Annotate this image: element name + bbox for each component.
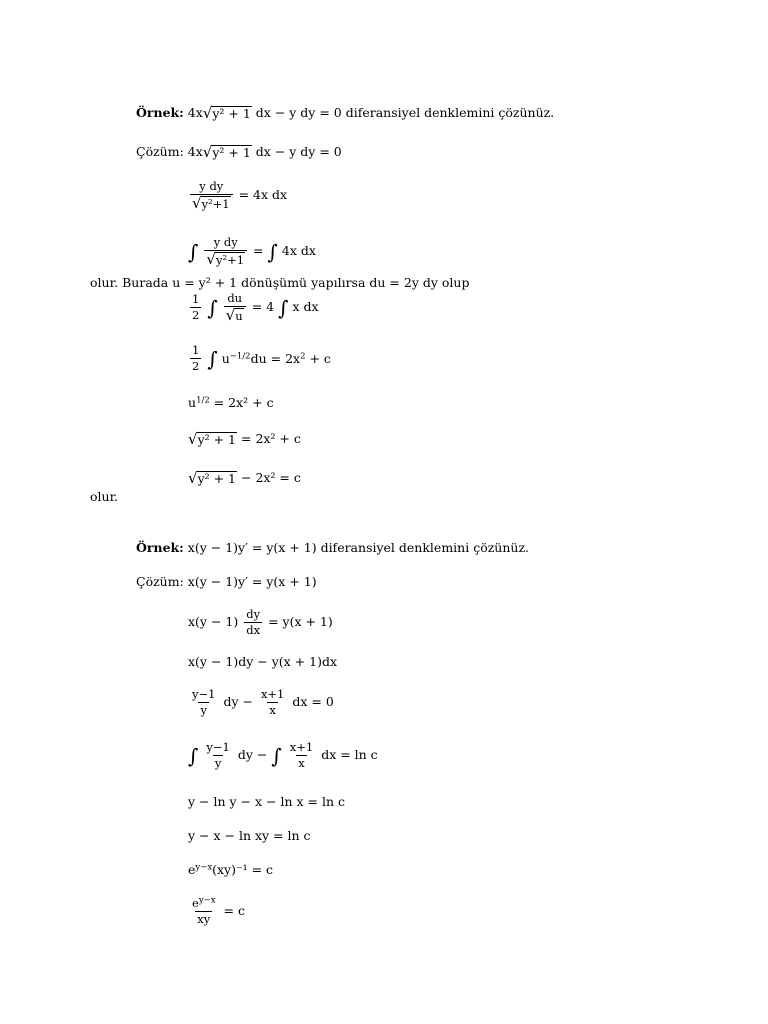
equation: (xy)⁻¹ = c [212,862,274,877]
equation: e [188,862,196,877]
square-root: √ y²+1 [206,250,245,268]
equation: dy − [223,694,253,709]
numerator: du [227,291,243,305]
example1-heading [136,106,554,121]
denominator: x [269,703,276,717]
equation: x(y − 1)y′ = y(x + 1) [187,540,317,555]
example1-step6 [188,432,301,447]
exponent: y−x [198,895,216,906]
integral-sign: ∫ [278,295,289,320]
equation: = 2x² + c [213,395,274,410]
equation: x(y − 1)dy − y(x + 1)dx [188,654,338,669]
square-root: √ y² + 1 [202,143,251,161]
example2-step3 [188,688,334,717]
fraction [259,688,286,717]
numerator: 1 [192,292,200,306]
equation: = 4 [251,299,275,314]
numerator: dy [246,607,261,621]
equation: u [188,395,197,410]
numerator: y−1 [206,740,230,754]
fraction [244,608,262,637]
numerator: y dy [213,235,238,249]
heading-text: diferansiyel denklemini çözünüz. [345,105,555,120]
fraction [190,180,233,211]
equation: x(y − 1) [188,614,239,629]
equation: y − ln y − x − ln x = ln c [188,794,345,809]
fraction [204,236,247,267]
equation: x(y − 1)y′ = y(x + 1) [187,574,317,589]
denominator: y [200,703,207,717]
numerator: 1 [192,343,200,357]
example1-substitution [90,276,469,290]
fraction [204,741,231,770]
denominator: 2 [192,308,200,322]
numerator: y dy [199,179,224,193]
equals-sign: = [253,243,264,258]
solution-label: Çözüm: [136,574,184,589]
example2-solution [136,575,317,589]
radicand: y² + 1 [212,145,251,160]
numerator: y−1 [192,687,216,701]
equation: dx − y dy = 0 [255,105,342,120]
equation: dy − [237,747,268,762]
radicand: u [235,309,243,323]
example2-step7 [188,863,273,877]
denominator: dx [246,623,261,637]
numerator: x+1 [260,687,285,701]
equation: = c [223,903,245,918]
integral-sign: ∫ [271,743,282,768]
closing-text: olur. [90,489,119,504]
fraction [190,897,218,926]
equation: dx = ln c [321,747,378,762]
denominator: y [214,756,222,770]
example2-step1 [188,608,333,637]
denominator: xy [197,912,211,926]
example2-step2 [188,655,337,669]
example1-step7 [188,471,301,486]
example1-step2 [188,236,316,267]
fraction [190,344,201,373]
equation: dx = 0 [292,694,334,709]
square-root: √ y² + 1 [188,430,237,448]
denominator: 2 [192,359,200,373]
solution-label: Çözüm: [136,144,184,159]
exponent: 1/2 [196,395,210,406]
example1-step4 [188,344,331,373]
example2-step8 [188,897,245,926]
example-label: Örnek: [136,105,184,120]
substitution-text: olur. Burada u = y² + 1 dönüşümü yapılırsa du = 2y dy olup [90,275,470,290]
radicand: y² + 1 [197,471,237,486]
integral-sign: ∫ [188,743,199,768]
equation: 4x dx [281,243,316,258]
equation: − 2x² = c [241,470,301,485]
example1-closing [90,490,118,504]
example1-step1 [188,180,287,211]
equation: $u^{-1/2}du = 2x^2 + c$ [221,350,331,366]
example1-step3 [188,292,319,323]
equation: = y(x + 1) [268,614,333,629]
denominator: x [298,756,305,770]
radicand: y²+1 [215,253,245,267]
square-root: √ y² + 1 [202,104,251,122]
equation: dx − y dy = 0 [255,144,342,159]
integral-sign: ∫ [188,239,199,264]
radicand: y²+1 [201,197,230,211]
example1-step5 [188,396,274,410]
radicand: y² + 1 [212,106,251,121]
example2-step4 [188,741,378,770]
equation: = 2x² + c [241,431,301,446]
example1-solution [136,145,342,160]
fraction [190,688,217,717]
integral-sign: ∫ [267,239,278,264]
equation: = 4x dx [238,187,288,202]
integral-sign: ∫ [207,346,218,371]
square-root: √ y² + 1 [188,469,237,487]
fraction [288,741,315,770]
equation: y − x − ln xy = ln c [188,828,311,843]
integral-sign: ∫ [207,295,218,320]
fraction [224,292,246,323]
example2-step6 [188,829,311,843]
equation: x dx [292,299,319,314]
exponent: y−x [195,862,213,873]
square-root: √ u [225,306,243,324]
exponent: −1/2 [229,350,251,361]
example-label: Örnek: [136,540,184,555]
equation: 4x [187,144,203,159]
numerator: x+1 [289,740,314,754]
equation: 4x [187,105,203,120]
numerator: $e^{y-x}$ [192,895,216,910]
exponent: 2 [300,350,306,361]
fraction [190,293,201,322]
square-root: √ y²+1 [192,194,230,212]
heading-text: diferansiyel denklemini çözünüz. [320,540,530,555]
radicand: y² + 1 [197,432,237,447]
example2-heading [136,541,529,555]
example2-step5 [188,795,345,809]
